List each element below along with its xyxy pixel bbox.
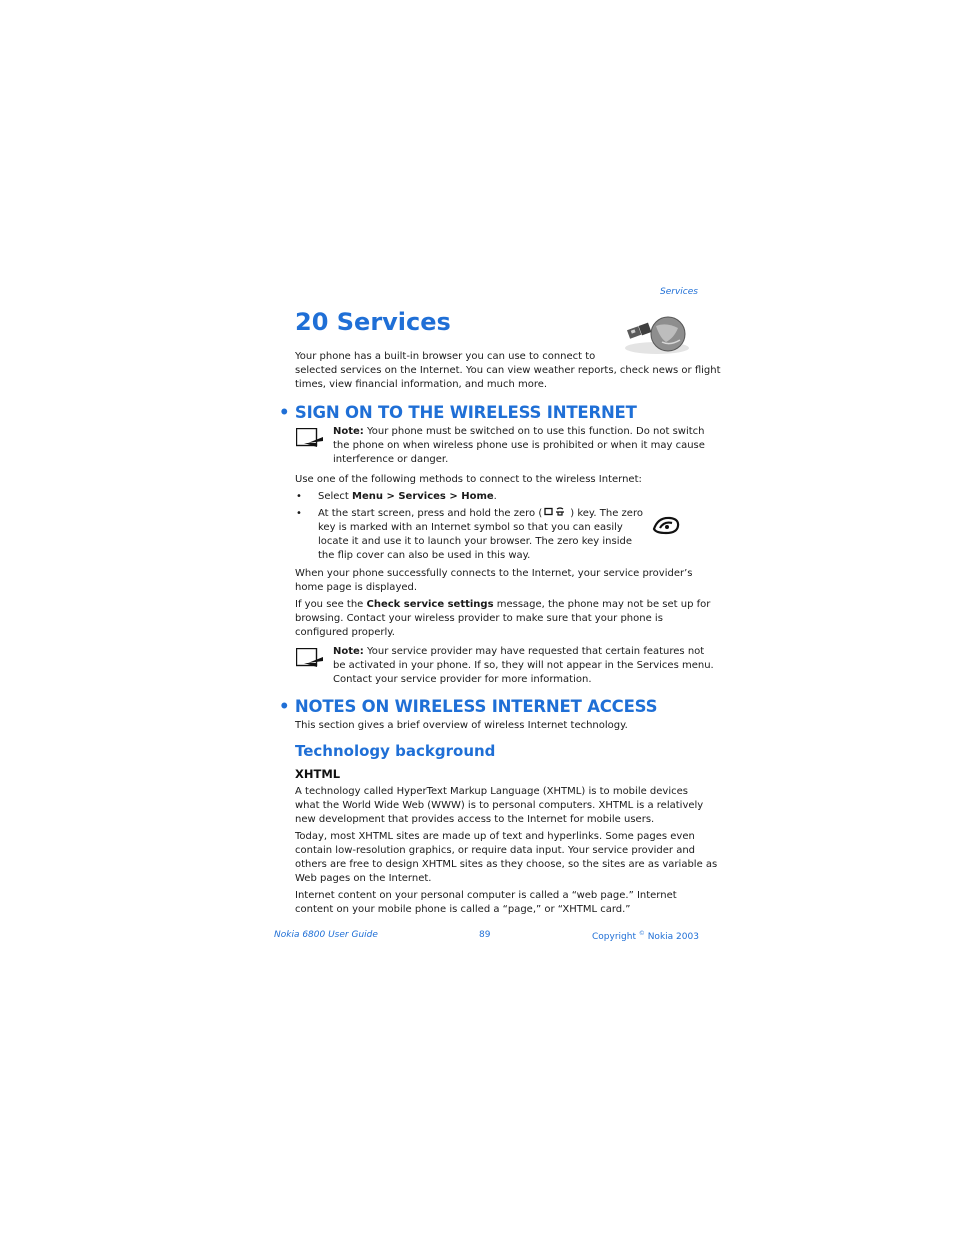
bullet-1-pre: Select [318, 491, 353, 502]
intro-line-3: times, view financial information, and much more. [295, 379, 548, 390]
xhtml-p3-line-2: content on your mobile phone is called a “page,” or “XHTML card.” [295, 904, 631, 915]
running-header: Services [660, 287, 698, 297]
check-service-settings: Check service settings [366, 599, 494, 610]
section-heading-notes: • NOTES ON WIRELESS INTERNET ACCESS [279, 697, 658, 716]
menu-path: Menu > Services > Home [352, 491, 494, 502]
copyright-post: Nokia 2003 [644, 932, 699, 942]
chapter-title: 20 Services [295, 308, 451, 336]
xhtml-p2-line-3: others are free to design XHTML sites as they choose, so the sites are as variable as [295, 859, 718, 870]
note-1-line-1 [333, 425, 705, 439]
note-1-line-2: the phone on when wireless phone use is prohibited or when it may cause [333, 440, 705, 451]
footer-guide-title: Nokia 6800 User Guide [274, 930, 378, 940]
zero-key-icon [542, 507, 570, 517]
globe-services-icon [622, 312, 692, 356]
xhtml-p2-line-2: contain low-resolution graphics, or require data input. Your service provider and [295, 845, 696, 856]
note-text: Your service provider may have requested that certain features not [363, 646, 705, 657]
section-2-lead: This section gives a brief overview of wireless Internet technology. [295, 720, 628, 731]
intro-line-2: selected services on the Internet. You can view weather reports, check news or flight [295, 365, 721, 376]
bullet-2-post: ) key. The zero [570, 508, 643, 519]
para-settings-line-2: browsing. Contact your wireless provider to make sure that your phone is [295, 613, 663, 624]
note-icon [296, 648, 326, 668]
bullet-2-line-3: locate it and use it to launch your browser. The zero key inside [318, 536, 632, 547]
footer-page-number: 89 [479, 930, 491, 940]
note-label: Note: [333, 426, 364, 437]
methods-lead: Use one of the following methods to connect to the wireless Internet: [295, 474, 642, 485]
internet-symbol-icon [650, 515, 682, 535]
subsubheading-xhtml: XHTML [295, 767, 341, 781]
para-settings-post: message, the phone may not be set up for [493, 599, 711, 610]
note-2-line-1 [333, 645, 704, 659]
bullet-2-line-2: key is marked with an Internet symbol so that you can easily [318, 522, 623, 533]
para-connect-line-2: home page is displayed. [295, 582, 418, 593]
note-2-line-2: be activated in your phone. If so, they will not appear in the Services menu. [333, 660, 714, 671]
bullet-1-dot: • [296, 491, 302, 502]
para-settings-pre: If you see the [295, 599, 367, 610]
note-2-line-3: Contact your service provider for more information. [333, 674, 592, 685]
xhtml-p1-line-1: A technology called HyperText Markup Language (XHTML) is to mobile devices [295, 786, 688, 797]
xhtml-p2-line-1: Today, most XHTML sites are made up of text and hyperlinks. Some pages even [295, 831, 695, 842]
bullet-2-pre: At the start screen, press and hold the zero ( [318, 508, 543, 519]
intro-line-1: Your phone has a built-in browser you can use to connect to [295, 351, 596, 362]
para-settings-line-3: configured properly. [295, 627, 395, 638]
copyright-pre: Copyright [592, 932, 639, 942]
bullet-2-line-1 [318, 507, 643, 521]
xhtml-p3-line-1: Internet content on your personal computer is called a “web page.” Internet [295, 890, 677, 901]
section-heading-sign-on: • SIGN ON TO THE WIRELESS INTERNET [279, 403, 637, 422]
note-icon [296, 428, 326, 448]
copyright-symbol: © [638, 930, 645, 937]
para-connect-line-1: When your phone successfully connects to the Internet, your service provider’s [295, 568, 693, 579]
note-label: Note: [333, 646, 364, 657]
para-settings-line-1 [295, 598, 710, 612]
note-text: Your phone must be switched on to use this function. Do not switch [363, 426, 705, 437]
footer-copyright [592, 930, 699, 942]
xhtml-p1-line-2: what the World Wide Web (WWW) is to personal computers. XHTML is a relatively [295, 800, 704, 811]
bullet-1-text [318, 490, 497, 504]
bullet-1-post: . [493, 491, 497, 502]
xhtml-p2-line-4: Web pages on the Internet. [295, 873, 432, 884]
subheading-technology: Technology background [295, 742, 496, 760]
bullet-2-dot: • [296, 508, 302, 519]
bullet-2-line-4: the flip cover can also be used in this way. [318, 550, 531, 561]
note-1-line-3: interference or danger. [333, 454, 449, 465]
xhtml-p1-line-3: new development that provides access to the Internet for mobile users. [295, 814, 655, 825]
